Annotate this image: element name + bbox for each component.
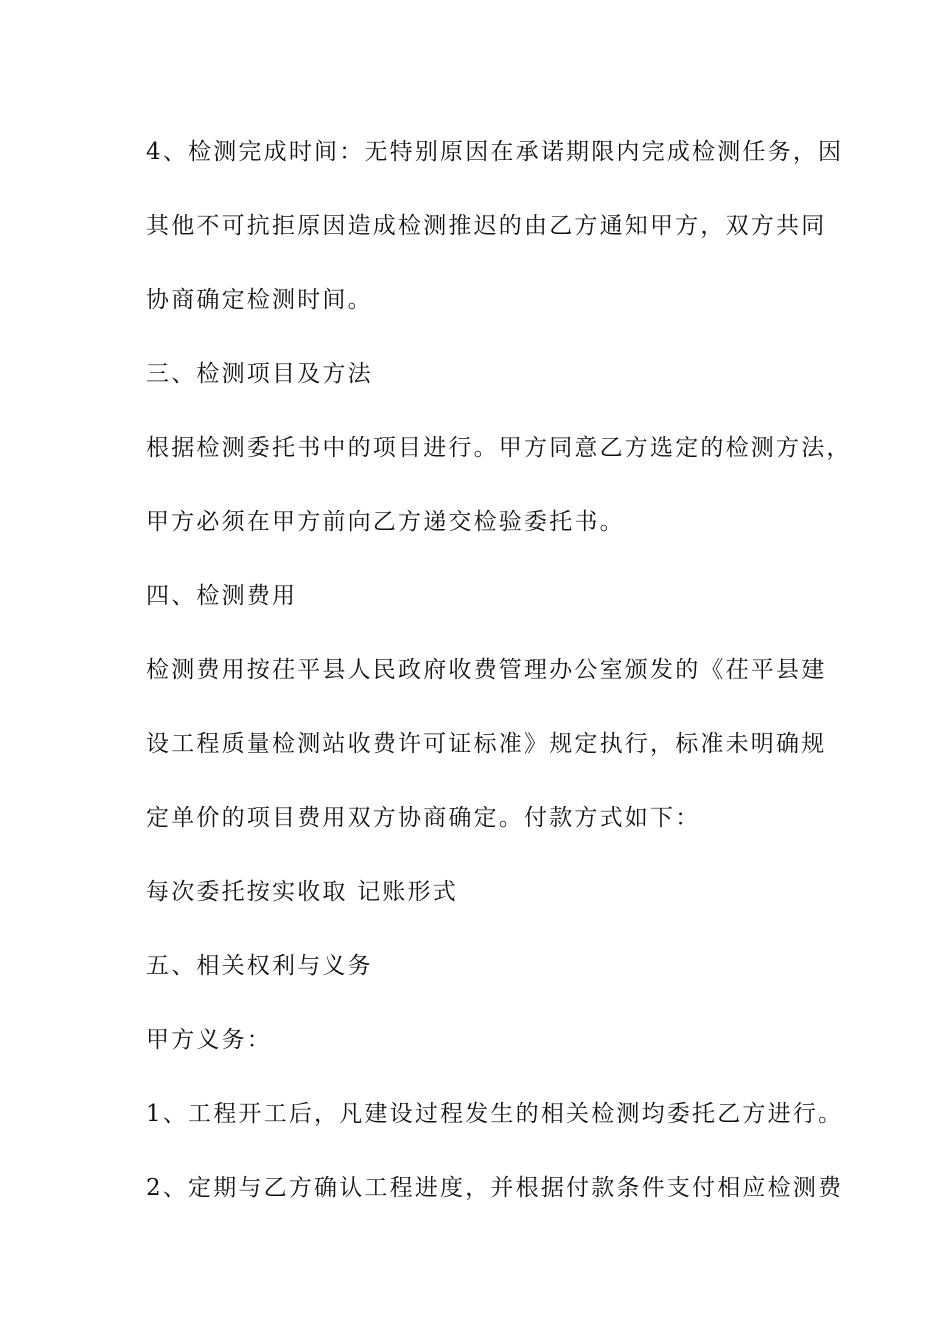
paragraph-line-5: 根据检测委托书中的项目进行。甲方同意乙方选定的检测方法， (146, 435, 852, 461)
paragraph-line-15: 2、定期与乙方确认工程进度，并根据付款条件支付相应检测费 (146, 1175, 844, 1201)
section-heading-5: 五、相关权利与义务 (146, 953, 373, 979)
section-heading-3: 三、检测项目及方法 (146, 361, 373, 387)
paragraph-line-2: 其他不可抗拒原因造成检测推迟的由乙方通知甲方，双方共同 (146, 213, 827, 239)
subheading-party-a-duties: 甲方义务： (146, 1027, 272, 1053)
paragraph-line-3: 协商确定检测时间。 (146, 287, 373, 313)
paragraph-line-8: 检测费用按茌平县人民政府收费管理办公室颁发的《茌平县建 (146, 657, 827, 683)
paragraph-line-1: 4、检测完成时间：无特别原因在承诺期限内完成检测任务，因 (146, 139, 844, 165)
paragraph-line-14: 1、工程开工后，凡建设过程发生的相关检测均委托乙方进行。 (146, 1101, 844, 1127)
paragraph-line-10: 定单价的项目费用双方协商确定。付款方式如下： (146, 805, 701, 831)
paragraph-line-11: 每次委托按实收取 记账形式 (146, 879, 458, 905)
paragraph-line-9: 设工程质量检测站收费许可证标准》规定执行，标准未明确规 (146, 731, 827, 757)
paragraph-line-6: 甲方必须在甲方前向乙方递交检验委托书。 (146, 509, 625, 535)
section-heading-4: 四、检测费用 (146, 583, 298, 609)
